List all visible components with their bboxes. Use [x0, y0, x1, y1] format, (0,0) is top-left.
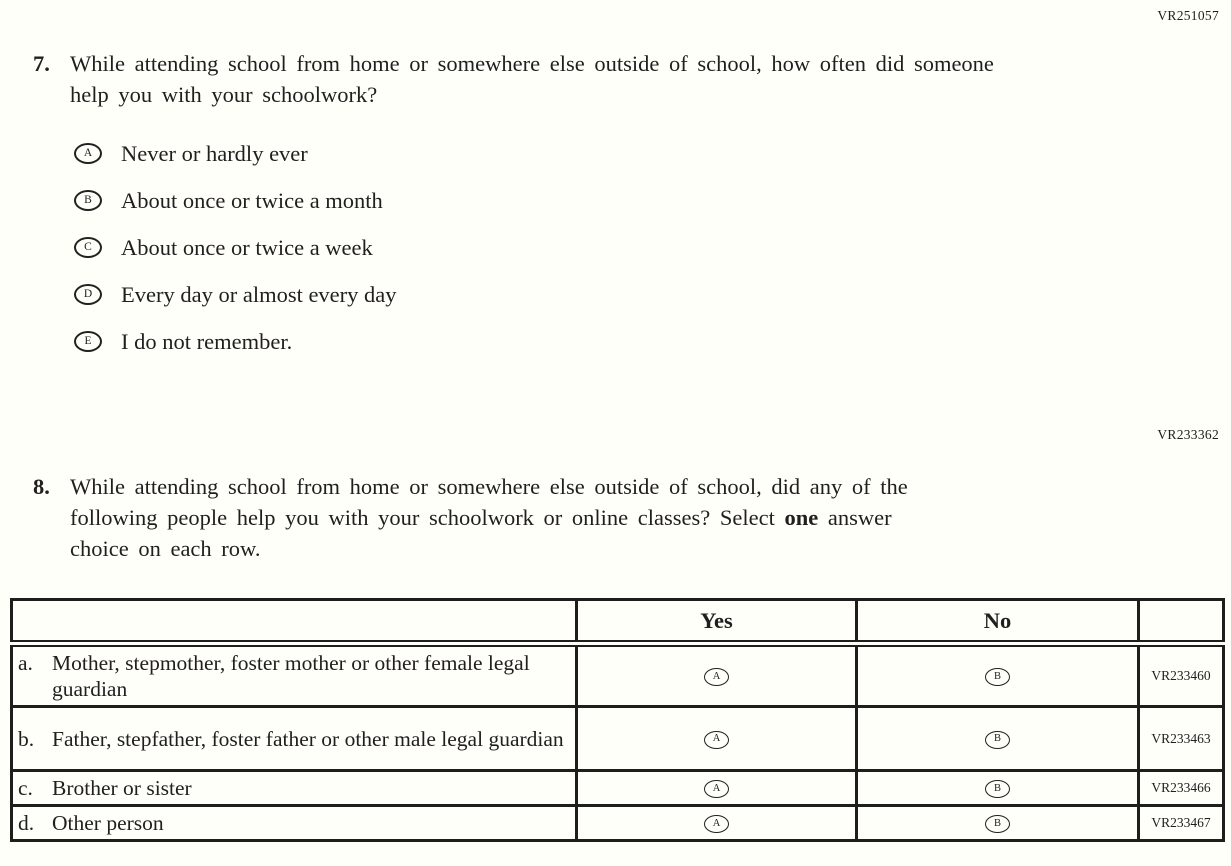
table-header-blank: [12, 600, 577, 644]
question-8-bold-word: one: [784, 505, 819, 530]
table-row-b: [12, 707, 1224, 771]
row-label-cell-a: [12, 644, 577, 707]
yes-bubble-c[interactable]: A: [704, 780, 729, 798]
yes-bubble-b[interactable]: A: [704, 731, 729, 749]
question-7-text: [70, 48, 1110, 110]
question-7-text-line1: While attending school from home or somewhere else outside of school, how often did someone: [70, 51, 994, 76]
question-7: [33, 48, 1110, 110]
yes-cell-c: [577, 771, 857, 806]
option-row-e: [74, 318, 397, 365]
q8-answer-table: [10, 598, 1225, 842]
row-label-d: Other person: [52, 811, 164, 835]
question-7-text-line2: help you with your schoolwork?: [70, 82, 378, 107]
question7-code: VR251057: [1157, 8, 1219, 23]
question-8-number: 8.: [33, 474, 50, 499]
question-8-text-line2-post: answer: [818, 505, 892, 530]
row-letter-d: d.: [18, 811, 35, 835]
no-bubble-c[interactable]: B: [985, 780, 1010, 798]
row-label-b: Father, stepfather, foster father or other male legal guardian: [52, 726, 564, 751]
option-bubble-e[interactable]: E: [74, 331, 102, 352]
option-row-c: [74, 224, 397, 271]
question-8-text-line3: choice on each row.: [70, 536, 261, 561]
option-label-d: Every day or almost every day: [121, 281, 397, 307]
yes-cell-b: [577, 707, 857, 771]
option-bubble-d[interactable]: D: [74, 284, 102, 305]
option-bubble-c[interactable]: C: [74, 237, 102, 258]
table-header-row: [12, 600, 1224, 644]
yes-cell-a: [577, 644, 857, 707]
row-label-cell-d: [12, 806, 577, 841]
no-cell-d: [857, 806, 1139, 841]
option-label-b: About once or twice a month: [121, 187, 383, 213]
row-label-a: Mother, stepmother, foster mother or other female legal guardian: [52, 651, 530, 701]
question-8-text: [70, 471, 1110, 564]
row-code-c: VR233466: [1139, 771, 1224, 806]
row-letter-a: a.: [18, 651, 33, 675]
question-8-text-line2-pre: following people help you with your schoolwork or online classes? Select: [70, 505, 785, 530]
no-cell-a: [857, 644, 1139, 707]
row-code-b: VR233463: [1139, 707, 1224, 771]
no-cell-b: [857, 707, 1139, 771]
question8-code: VR233362: [1157, 427, 1219, 442]
table-header-no: No: [857, 600, 1139, 644]
row-letter-b: b.: [18, 726, 35, 751]
table-header-code-blank: [1139, 600, 1224, 644]
no-bubble-b[interactable]: B: [985, 731, 1010, 749]
yes-bubble-d[interactable]: A: [704, 815, 729, 833]
row-label-cell-c: [12, 771, 577, 806]
option-label-e: I do not remember.: [121, 328, 293, 354]
question-7-options: [74, 130, 397, 365]
yes-bubble-a[interactable]: A: [704, 668, 729, 686]
row-label-cell-b: [12, 707, 577, 771]
table-header-yes: Yes: [577, 600, 857, 644]
option-bubble-b[interactable]: B: [74, 190, 102, 211]
row-code-d: VR233467: [1139, 806, 1224, 841]
no-cell-c: [857, 771, 1139, 806]
option-label-c: About once or twice a week: [121, 234, 373, 260]
option-bubble-a[interactable]: A: [74, 143, 102, 164]
table-row-d: [12, 806, 1224, 841]
question-7-number: 7.: [33, 51, 50, 76]
option-label-a: Never or hardly ever: [121, 140, 308, 166]
option-row-a: [74, 130, 397, 177]
row-letter-c: c.: [18, 776, 33, 800]
yes-cell-d: [577, 806, 857, 841]
no-bubble-a[interactable]: B: [985, 668, 1010, 686]
row-code-a: VR233460: [1139, 644, 1224, 707]
option-row-b: [74, 177, 397, 224]
question-8: [33, 471, 1110, 564]
option-row-d: [74, 271, 397, 318]
question-8-text-line1: While attending school from home or somewhere else outside of school, did any of the: [70, 474, 908, 499]
table-row-c: [12, 771, 1224, 806]
no-bubble-d[interactable]: B: [985, 815, 1010, 833]
row-label-c: Brother or sister: [52, 776, 192, 800]
table-row-a: [12, 644, 1224, 707]
